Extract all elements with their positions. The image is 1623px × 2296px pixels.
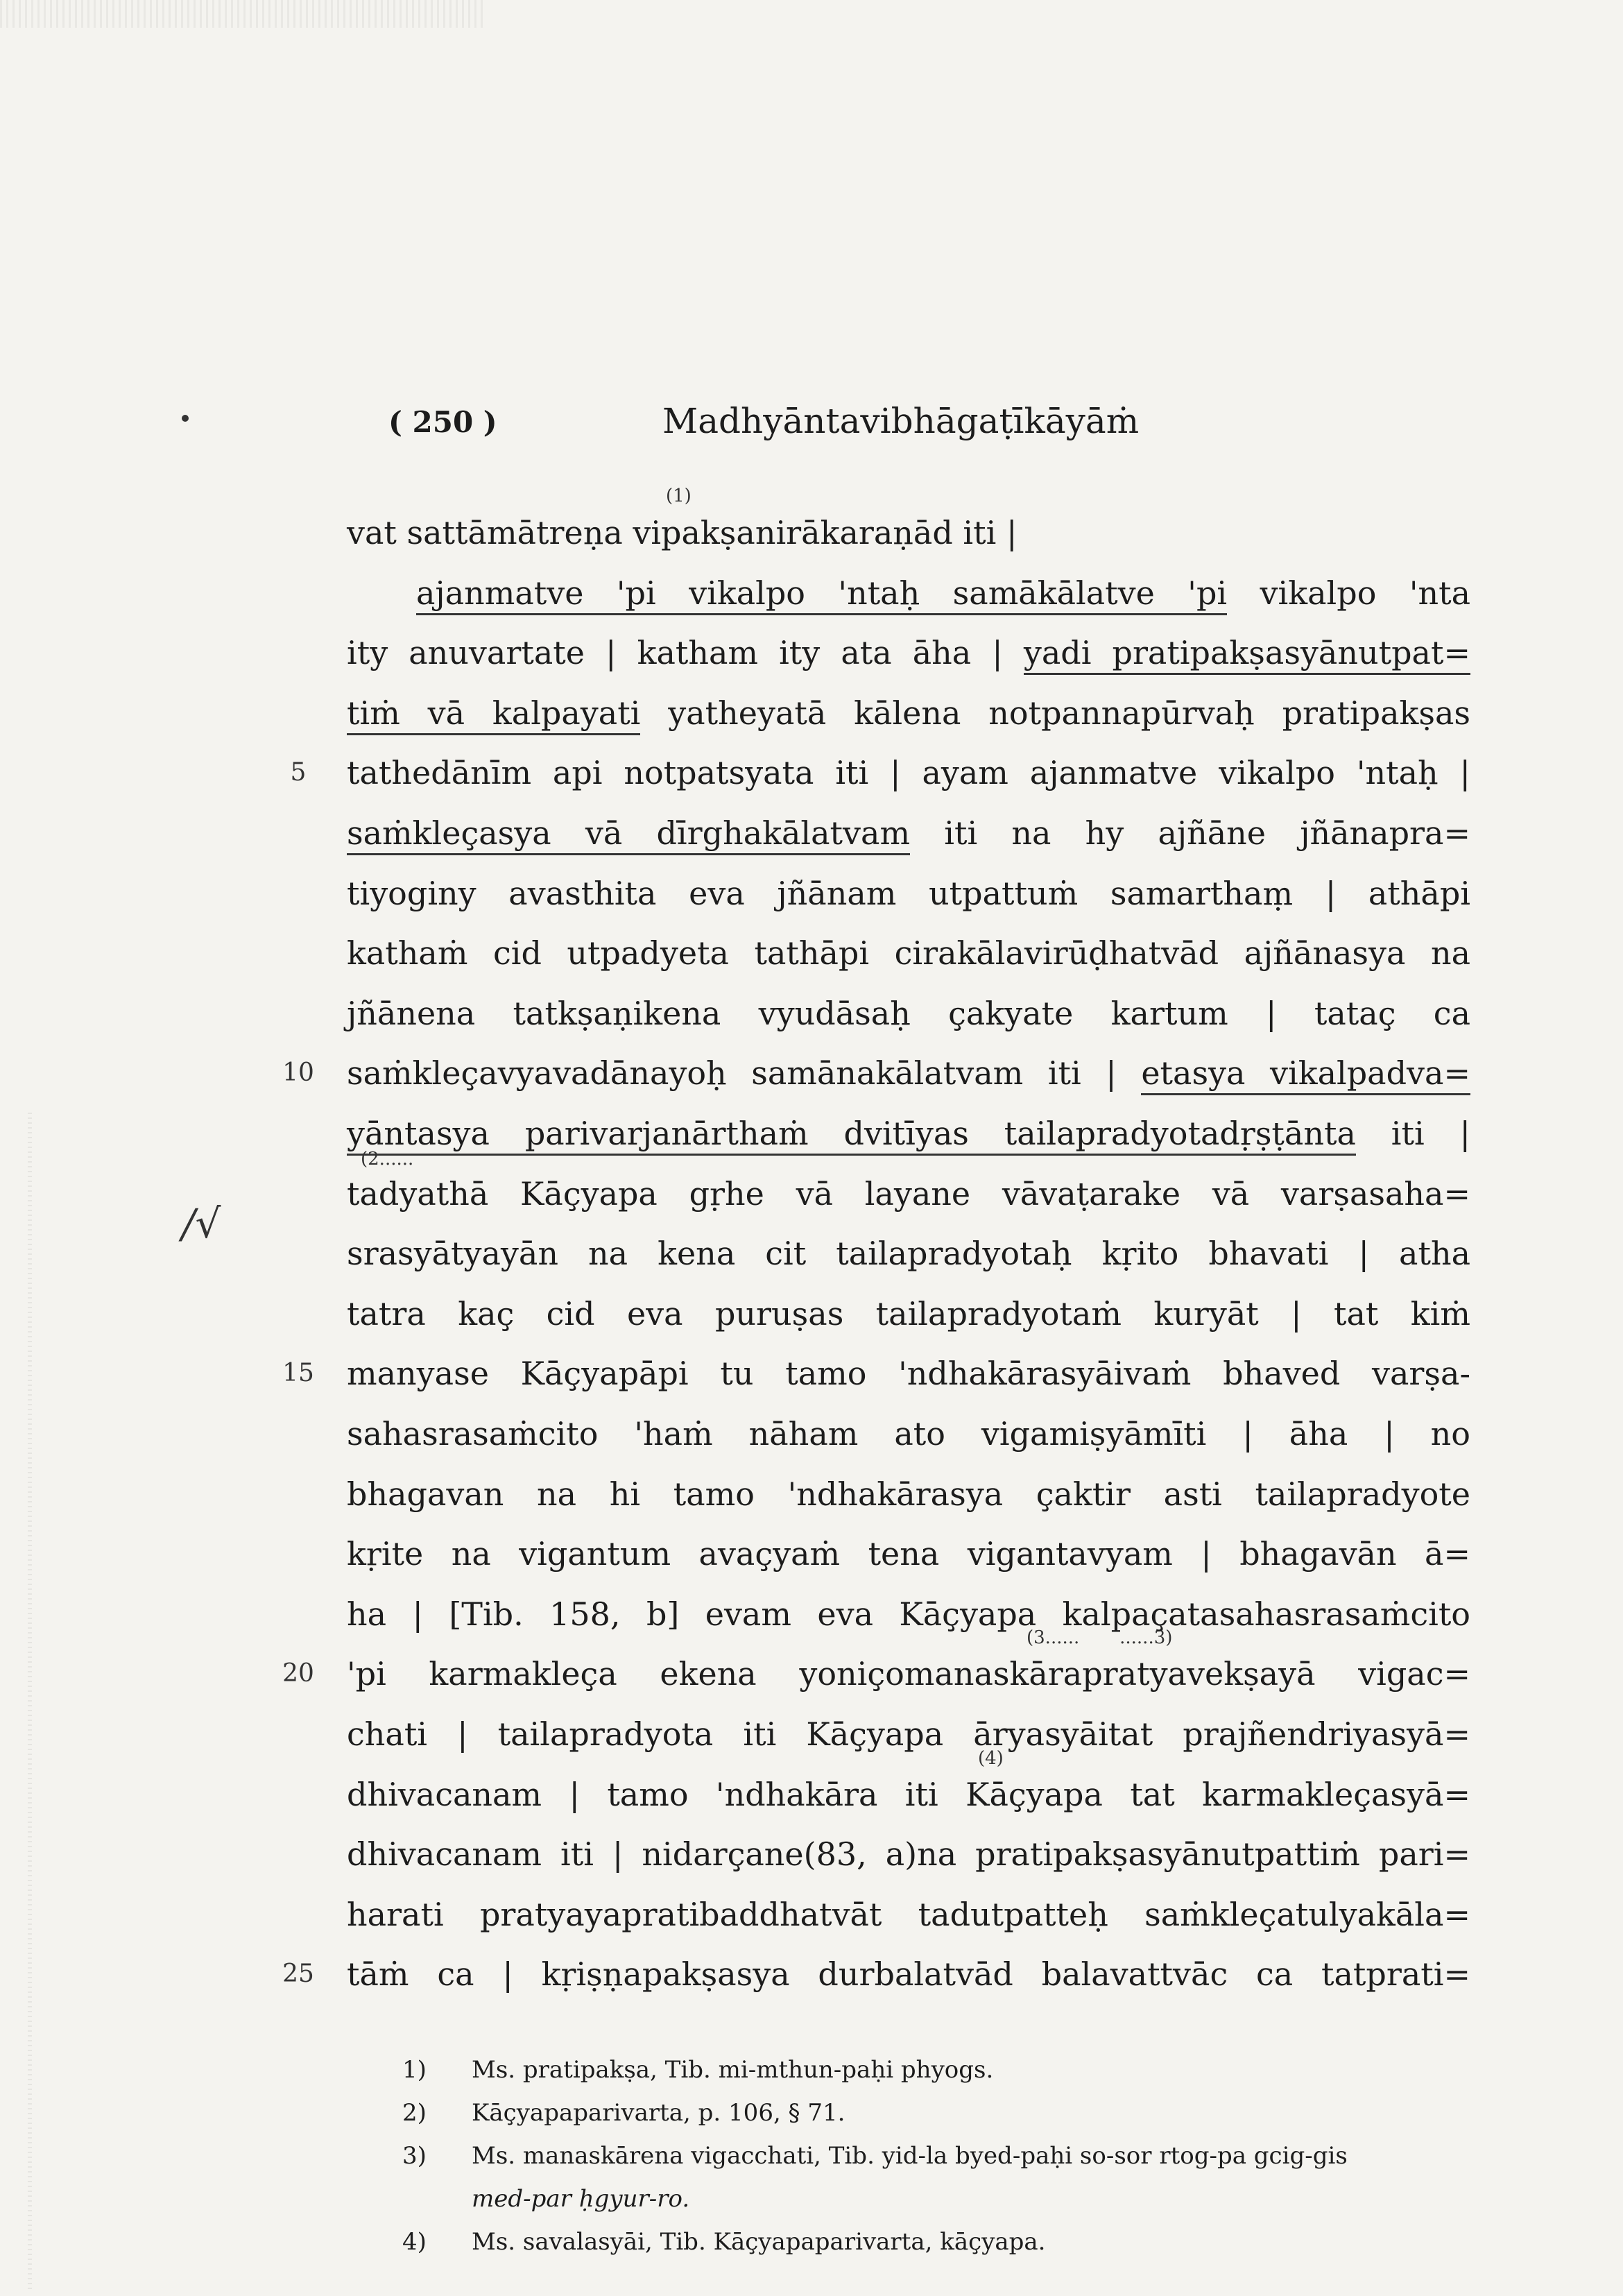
text-segment: vikalpo 'nta	[1227, 574, 1471, 612]
text-line	[347, 1466, 1470, 1522]
underlined-phrase: tiṁ vā kalpayati	[347, 694, 640, 735]
scan-spine-shadow	[28, 1110, 32, 2289]
page-header	[0, 395, 1623, 451]
underlined-phrase: saṁkleçasya vā dīrghakālatvam	[347, 814, 910, 855]
footnote-number: 4)	[402, 2228, 427, 2256]
text-segment: tathedānīm api notpatsyata iti | ayam ajanmatve vikalpo 'ntaḥ |	[347, 754, 1470, 791]
text-segment: tatra kaç cid eva puruṣas tailapradyotaṁ kuryāt | tat kiṁ	[347, 1295, 1470, 1333]
line-number: 15	[282, 1359, 314, 1387]
text-segment: ha | [Tib. 158, b] evam eva Kāçyapa kalpaçatasahasrasaṁcito	[347, 1595, 1470, 1633]
text-segment: saṁkleçavyavadānayoḥ samānakālatvam iti |	[347, 1054, 1142, 1092]
text-line	[347, 505, 1470, 560]
footnote-text: Ms. pratipakṣa, Tib. mi-mthun-paḥi phyogs.	[472, 2056, 994, 2084]
footnote-number: 2)	[402, 2099, 427, 2127]
scan-artifact	[0, 0, 486, 28]
underlined-phrase: yāntasya parivarjanārthaṁ dvitīyas tailapradyotadṛṣṭānta	[347, 1115, 1356, 1156]
footnote-text: Ms. savalasyāi, Tib. Kāçyapaparivarta, kāçyapa.	[472, 2228, 1046, 2256]
text-line	[347, 986, 1470, 1041]
footnote-continuation: med-par ḥgyur-ro.	[472, 2185, 690, 2213]
marginal-annotation: /√	[182, 1200, 221, 1247]
footnote-number: 1)	[402, 2056, 427, 2084]
underlined-phrase: yadi pratipakṣasyānutpat=	[1024, 634, 1470, 675]
footnote	[402, 2139, 1484, 2173]
text-segment: tiyoginy avasthita eva jñānam utpattuṁ samarthaṃ | athāpi	[347, 875, 1470, 912]
line-number: 20	[282, 1659, 314, 1688]
text-segment: srasyātyayān na kena cit tailapradyotaḥ kṛito bhavati | atha	[347, 1235, 1470, 1272]
text-line	[347, 866, 1470, 921]
line-number: 10	[282, 1059, 314, 1087]
underlined-phrase: ajanmatve 'pi vikalpo 'ntaḥ samākālatve 'pi	[416, 574, 1227, 615]
running-title: Madhyāntavibhāgaṭīkāyāṁ	[662, 401, 1140, 441]
line-number: 25	[282, 1960, 314, 1988]
text-line	[347, 1646, 1470, 1702]
footnote	[402, 2053, 1484, 2087]
text-segment: chati | tailapradyota iti Kāçyapa āryasyāitat prajñendriyasyā=	[347, 1715, 1470, 1753]
text-line	[416, 565, 1470, 621]
text-line	[347, 1887, 1470, 1942]
text-segment: iti |	[1355, 1115, 1470, 1152]
text-segment: kathaṁ cid utpadyeta tathāpi cirakālavirūḍhatvād ajñānasya na	[347, 934, 1470, 972]
footnote-text: Ms. manaskārena vigacchati, Tib. yid-la byed-paḥi so-sor rtog-pa gcig-gis	[472, 2142, 1348, 2170]
text-segment: vat sattāmātreṇa vipakṣanirākaraṇād iti |	[347, 514, 1017, 551]
text-line	[347, 1166, 1470, 1222]
text-segment: sahasrasaṁcito 'haṁ nāham ato vigamiṣyāmīti | āha | no	[347, 1415, 1470, 1453]
text-segment: iti na hy ajñāne jñānapra=	[910, 814, 1470, 852]
text-line	[347, 625, 1470, 680]
text-segment: tāṁ ca | kṛiṣṇapakṣasya durbalatvād balavattvāc ca tatprati=	[347, 1955, 1470, 1993]
text-segment: dhivacanam iti | nidarçane(83, a)na pratipakṣasyānutpattiṁ pari=	[347, 1835, 1470, 1873]
text-segment: dhivacanam | tamo 'ndhakāra iti Kāçyapa tat karmakleçasyā=	[347, 1776, 1470, 1813]
underlined-phrase: etasya vikalpadva=	[1141, 1054, 1470, 1095]
text-segment: 'pi karmakleça ekena yoniçomanaskārapratyavekṣayā vigac=	[347, 1655, 1470, 1693]
footnote-marker-4: (4)	[978, 1748, 1004, 1769]
text-line	[347, 1226, 1470, 1281]
text-line	[347, 1286, 1470, 1342]
footnote-marker-1: (1)	[666, 486, 692, 506]
text-line	[347, 1106, 1470, 1161]
text-segment: ity anuvartate | katham ity ata āha |	[347, 634, 1024, 671]
footnote	[402, 2096, 1484, 2130]
text-line	[347, 685, 1470, 741]
footnote	[402, 2225, 1484, 2259]
footnote-number: 3)	[402, 2142, 427, 2170]
text-line	[347, 1406, 1470, 1462]
text-line	[347, 745, 1470, 800]
text-line	[347, 1346, 1470, 1401]
text-line	[347, 1706, 1470, 1762]
text-segment: kṛite na vigantum avaçyaṁ tena vigantavyam | bhagavān ā=	[347, 1535, 1470, 1573]
text-line	[347, 1946, 1470, 2002]
text-segment: tadyathā Kāçyapa gṛhe vā layane vāvaṭarake vā varṣasaha=	[347, 1175, 1470, 1213]
text-line	[347, 1826, 1470, 1882]
page-number: ( 250 )	[388, 405, 497, 439]
line-number: 5	[290, 758, 307, 787]
text-line	[347, 1526, 1470, 1582]
footnote-marker-2: (2......	[361, 1149, 414, 1170]
text-line	[347, 805, 1470, 861]
text-segment: yatheyatā kālena notpannapūrvaḥ pratipakṣas	[640, 694, 1471, 732]
text-segment: jñānena tatkṣaṇikena vyudāsaḥ çakyate kartum | tataç ca	[347, 995, 1470, 1032]
text-segment: bhagavan na hi tamo 'ndhakārasya çaktir asti tailapradyote	[347, 1475, 1470, 1513]
text-segment: harati pratyayapratibaddhatvāt tadutpatteḥ saṁkleçatulyakāla=	[347, 1896, 1470, 1933]
text-line	[347, 925, 1470, 981]
footnote-text: Kāçyapaparivarta, p. 106, § 71.	[472, 2099, 845, 2127]
text-line	[347, 1586, 1470, 1642]
text-segment: manyase Kāçyapāpi tu tamo 'ndhakārasyāivaṁ bhaved varṣa-	[347, 1355, 1470, 1392]
footnote-marker-3: (3...... ......3)	[1027, 1627, 1173, 1648]
text-line	[347, 1767, 1470, 1822]
text-line	[347, 1045, 1470, 1101]
